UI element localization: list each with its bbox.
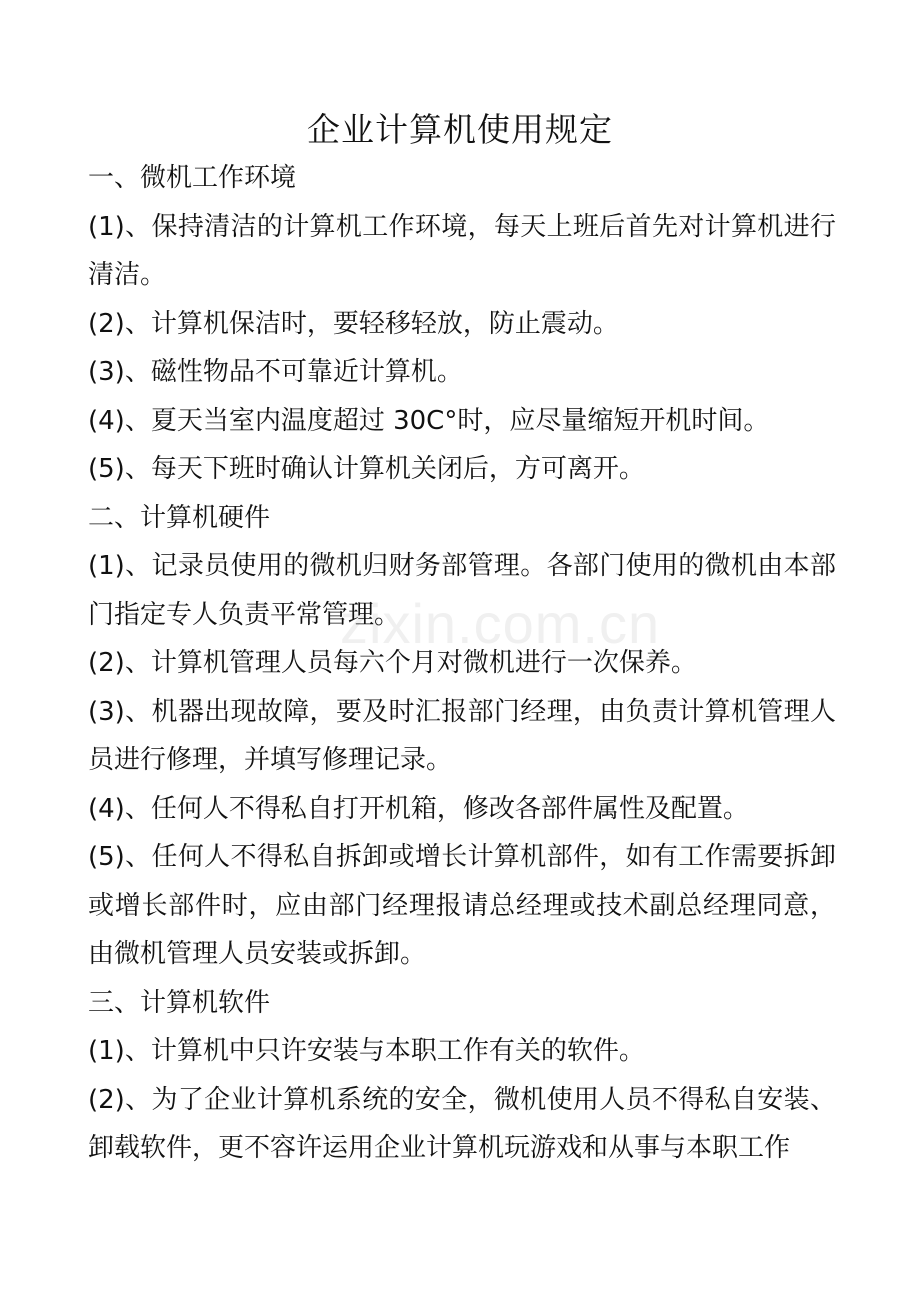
paragraph: (2)、为了企业计算机系统的安全，微机使用人员不得私自安装、卸载软件，更不容许运用企业计算机玩游戏和从事与本职工作 — [88, 1084, 836, 1163]
document-title: 企业计算机使用规定 — [307, 110, 613, 149]
section-heading-2: 二、计算机硬件 — [88, 502, 271, 533]
paragraph: (4)、夏天当室内温度超过 30C°时，应尽量缩短开机时间。 — [88, 405, 770, 436]
watermark: zixin.com.cn — [340, 592, 661, 655]
paragraph: (4)、任何人不得私自打开机箱，修改各部件属性及配置。 — [88, 793, 749, 824]
paragraph: (1)、保持清洁的计算机工作环境，每天上班后首先对计算机进行清洁。 — [88, 211, 836, 290]
document-body — [88, 154, 836, 1173]
paragraph: (3)、磁性物品不可靠近计算机。 — [88, 357, 463, 387]
section-heading-1: 一、微机工作环境 — [88, 163, 297, 193]
paragraph: (1)、计算机中只许安装与本职工作有关的软件。 — [88, 1036, 645, 1066]
section-heading-3: 三、计算机软件 — [88, 987, 271, 1018]
paragraph: (5)、任何人不得私自拆卸或增长计算机部件，如有工作需要拆卸或增长部件时，应由部门经理报请总经理或技术副总经理同意，由微机管理人员安装或拆卸。 — [88, 842, 836, 969]
paragraph: (5)、每天下班时确认计算机关闭后，方可离开。 — [88, 454, 645, 484]
paragraph: (2)、计算机保洁时，要轻移轻放，防止震动。 — [88, 308, 619, 339]
paragraph: (3)、机器出现故障，要及时汇报部门经理，由负责计算机管理人员进行修理，并填写修理记录。 — [88, 696, 836, 775]
paragraph: (1)、记录员使用的微机归财务部管理。各部门使用的微机由本部门指定专人负责平常管理。 — [88, 551, 836, 630]
paragraph: (2)、计算机管理人员每六个月对微机进行一次保养。 — [88, 648, 697, 678]
